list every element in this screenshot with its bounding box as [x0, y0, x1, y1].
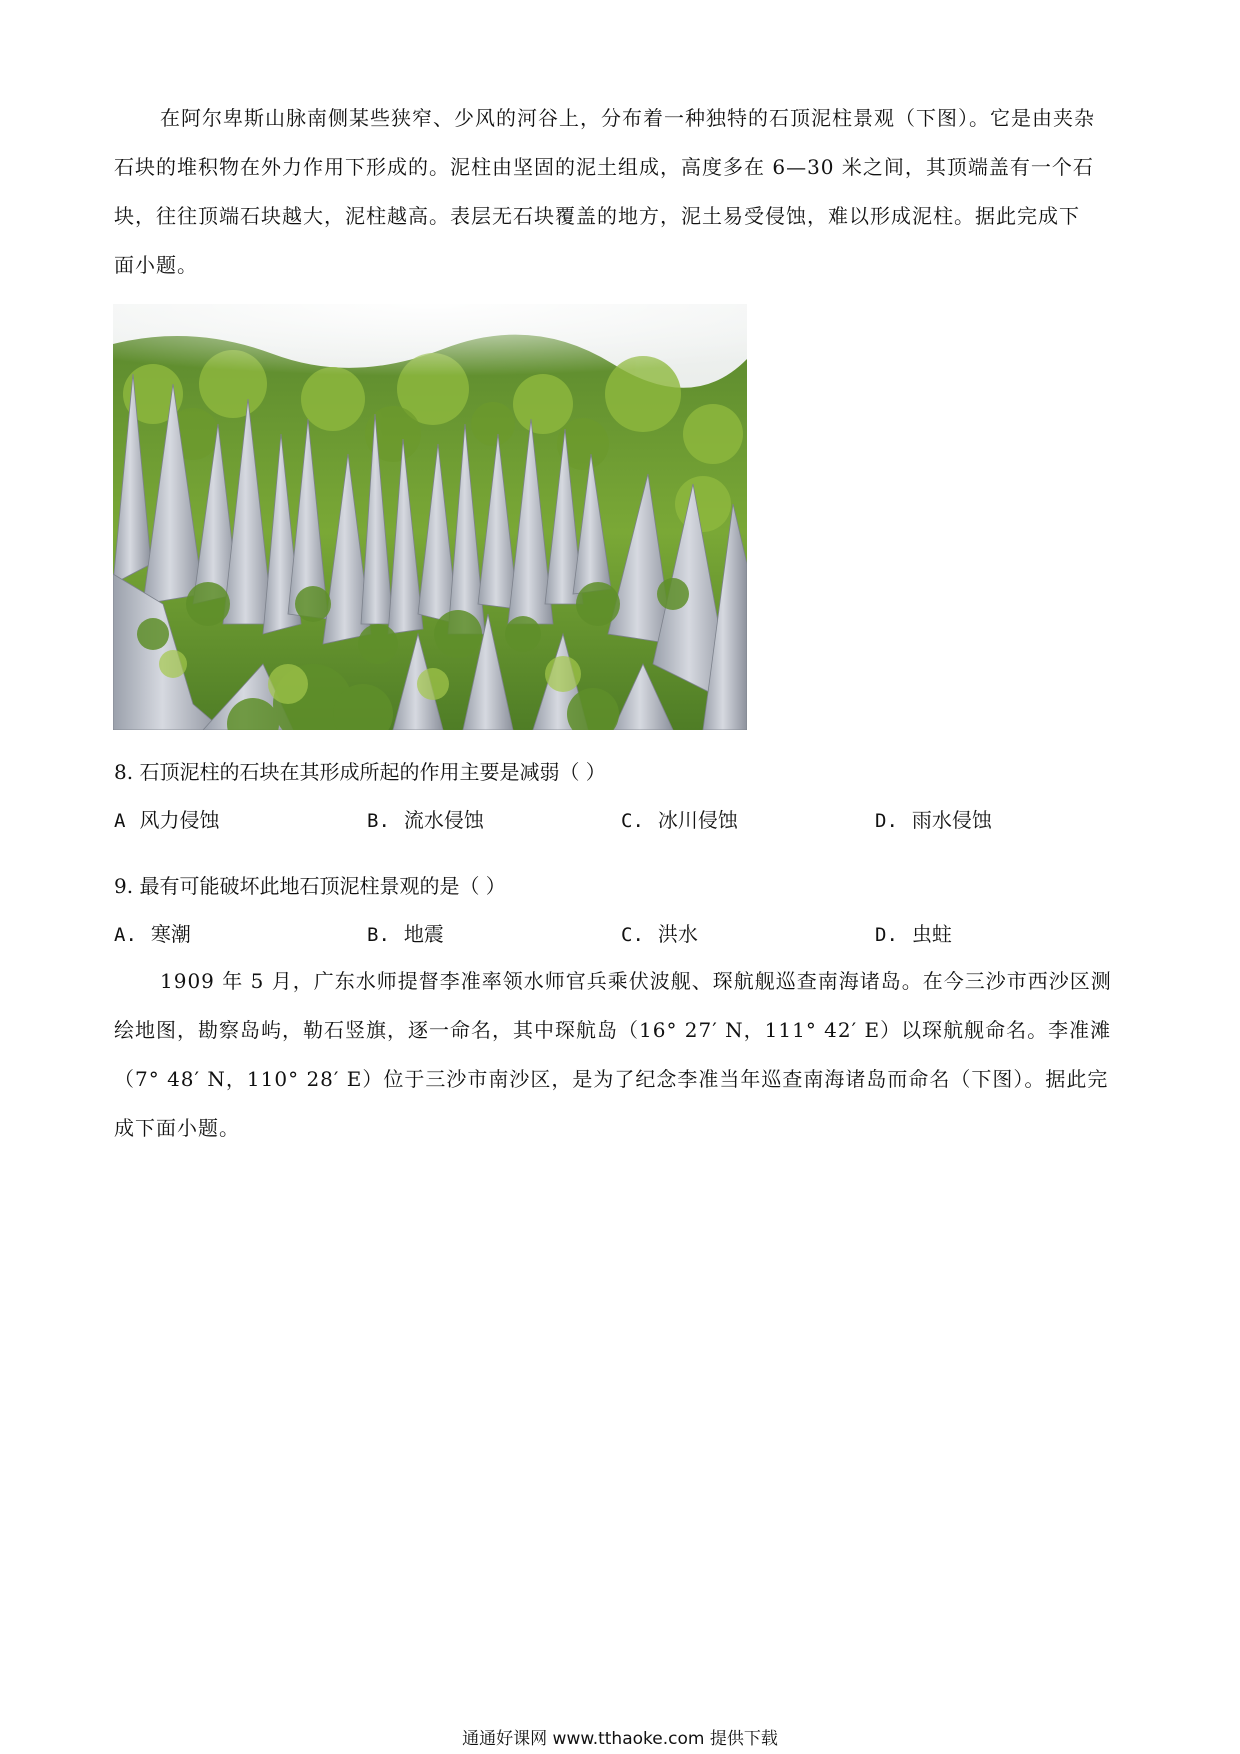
option-a[interactable] — [114, 804, 219, 833]
passage-line: （7° 48′ N，110° 28′ E）位于三沙市南沙区，是为了纪念李准当年巡查南海诸岛而命名（下图）。据此完 — [114, 1067, 1109, 1091]
option-letter: D. — [875, 810, 898, 832]
option-letter: C. — [621, 810, 644, 832]
question-8-stem: 8. 石顶泥柱的石块在其形成所起的作用主要是减弱（ ） — [114, 760, 606, 784]
question-9-stem: 9. 最有可能破坏此地石顶泥柱景观的是（ ） — [114, 874, 506, 898]
passage-line: 块，往往顶端石块越大，泥柱越高。表层无石块覆盖的地方，泥土易受侵蚀，难以形成泥柱。据此完成下 — [114, 204, 1080, 228]
option-b[interactable] — [367, 804, 484, 833]
option-d[interactable] — [875, 918, 952, 947]
option-text: 洪水 — [657, 922, 698, 946]
option-text: 虫蛀 — [911, 922, 952, 946]
passage-line: 面小题。 — [114, 253, 198, 277]
option-letter: C. — [621, 924, 644, 946]
option-letter: A. — [114, 924, 137, 946]
option-c[interactable] — [621, 918, 698, 947]
passage-line: 在阿尔卑斯山脉南侧某些狭窄、少风的河谷上，分布着一种独特的石顶泥柱景观（下图）。它是由夹杂 — [160, 106, 1095, 130]
option-text: 地震 — [403, 922, 444, 946]
passage-line: 1909 年 5 月，广东水师提督李准率领水师官兵乘伏波舰、琛航舰巡查南海诸岛。在今三沙市西沙区测 — [160, 969, 1112, 993]
passage-mud-pillars — [114, 94, 1126, 290]
option-a[interactable] — [114, 918, 191, 947]
option-text: 寒潮 — [150, 922, 191, 946]
question-9-options — [114, 918, 1114, 948]
option-text: 雨水侵蚀 — [911, 808, 992, 832]
option-c[interactable] — [621, 804, 738, 833]
earth-pillars-photo — [113, 304, 747, 730]
page-footer: 通通好课网 www.tthaoke.com 提供下载 — [462, 1729, 778, 1749]
option-letter: B. — [367, 924, 390, 946]
option-letter: A — [114, 810, 126, 832]
passage-line: 成下面小题。 — [114, 1116, 240, 1140]
passage-li-zhun — [114, 957, 1126, 1153]
passage-line: 石块的堆积物在外力作用下形成的。泥柱由坚固的泥土组成，高度多在 6—30 米之间，其顶端盖有一个石 — [114, 155, 1094, 179]
option-letter: D. — [875, 924, 898, 946]
option-d[interactable] — [875, 804, 992, 833]
option-text: 冰川侵蚀 — [657, 808, 738, 832]
question-8-options — [114, 804, 1114, 834]
option-text: 风力侵蚀 — [139, 808, 220, 832]
option-text: 流水侵蚀 — [403, 808, 484, 832]
option-b[interactable] — [367, 918, 444, 947]
passage-line: 绘地图，勘察岛屿，勒石竖旗，逐一命名，其中琛航岛（16° 27′ N，111° 42′ E）以琛航舰命名。李准滩 — [114, 1018, 1112, 1042]
option-letter: B. — [367, 810, 390, 832]
